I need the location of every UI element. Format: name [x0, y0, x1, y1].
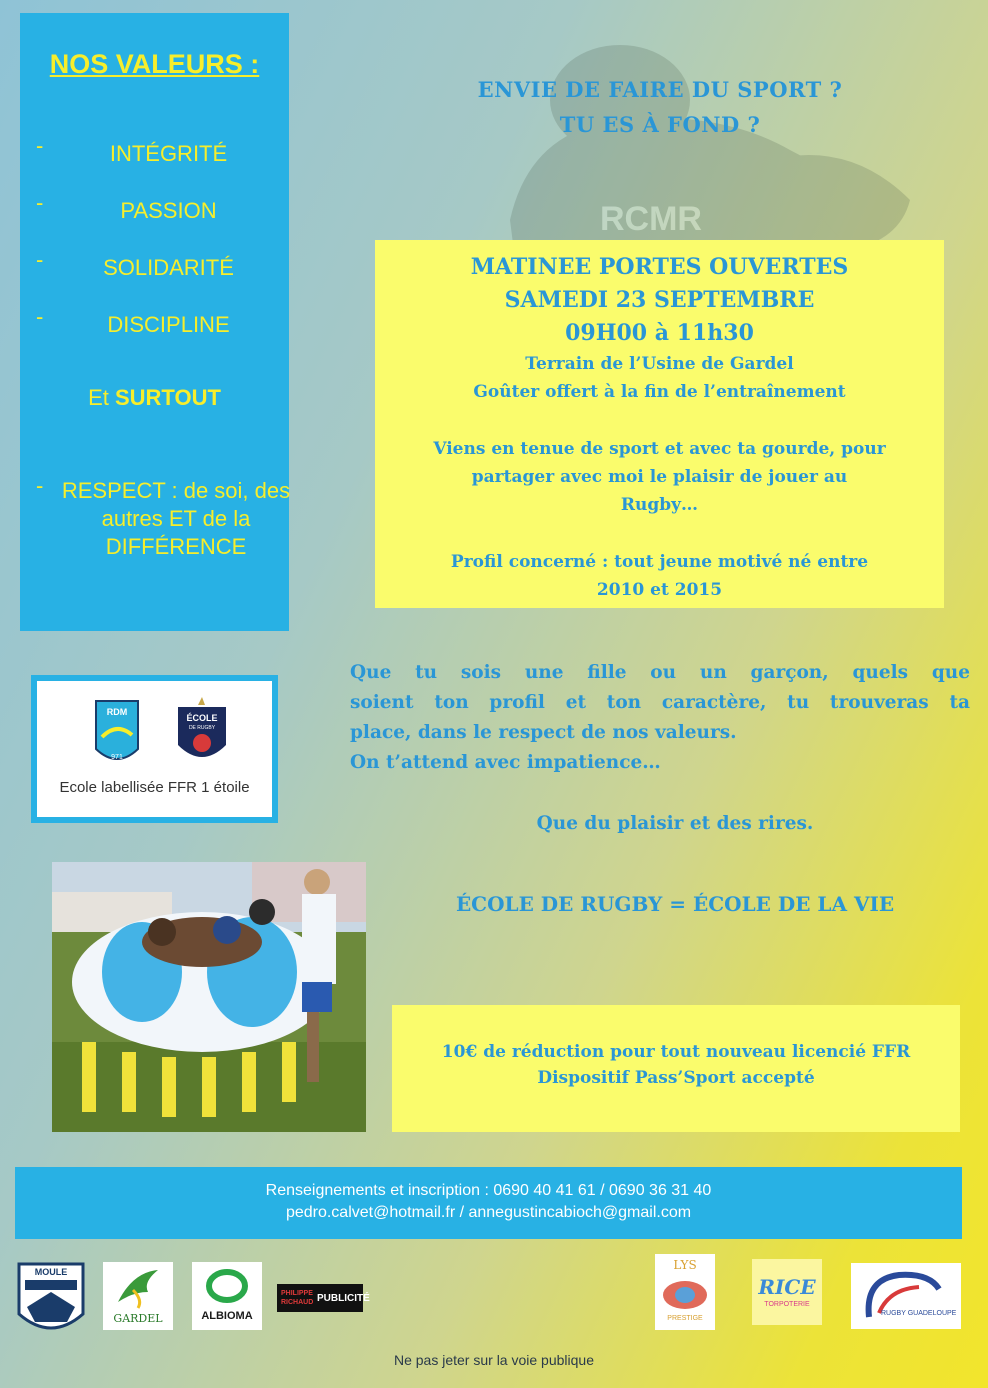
- svg-text:RICHAUD: RICHAUD: [281, 1299, 314, 1306]
- bullet-dash: -: [36, 304, 44, 329]
- lys-text: LYS: [673, 1258, 697, 1272]
- promo-box: [392, 1005, 960, 1132]
- surtout-bold: SURTOUT: [114, 385, 221, 410]
- svg-text:ÉCOLE: ÉCOLE: [186, 713, 218, 723]
- values-panel: [20, 13, 289, 631]
- value-item: [20, 133, 289, 167]
- rdm-club-logo: [92, 697, 142, 769]
- bullet-dash: -: [36, 133, 44, 158]
- moule-city-logo: [17, 1262, 85, 1340]
- headline: [380, 72, 940, 142]
- contact-emails: pedro.calvet@hotmail.fr / annegustincabioch@gmail.com: [285, 1204, 692, 1221]
- values-title: NOS VALEURS :: [49, 49, 260, 79]
- rugby-guadeloupe-mark-icon: [859, 1269, 955, 1323]
- lys-sub-text: PRESTIGE: [667, 1315, 703, 1322]
- hummingbird-icon: [103, 1262, 173, 1312]
- event-snack: Goûter offert à la fin de l’entraînement: [473, 382, 846, 402]
- rice-sub-text: TORPOTERIE: [764, 1301, 810, 1308]
- promo-line-2: Dispositif Pass’Sport accepté: [537, 1068, 815, 1088]
- rice-torpoterie-logo: [752, 1259, 822, 1325]
- value-discipline: DISCIPLINE: [107, 312, 230, 337]
- respect-value: RESPECT : de soi, des autres ET de la DIFFÉRENCE: [61, 478, 291, 559]
- svg-text:PUBLICITÉ: PUBLICITÉ: [317, 1293, 370, 1304]
- gardel-text: GARDEL: [113, 1312, 163, 1325]
- value-item: [20, 304, 289, 338]
- svg-text:RUGBY GUADELOUPE: RUGBY GUADELOUPE: [881, 1310, 957, 1317]
- value-passion: PASSION: [120, 198, 217, 223]
- event-instructions-1: Viens en tenue de sport et avec ta gourde, pour: [433, 439, 886, 459]
- event-profile-2: 2010 et 2015: [596, 580, 723, 600]
- bullet-dash: -: [36, 247, 44, 272]
- richaud-publicite-logo: [277, 1284, 370, 1312]
- svg-text:RDM: RDM: [106, 707, 128, 717]
- svg-text:DE RUGBY: DE RUGBY: [188, 725, 216, 731]
- rice-text: RICE: [758, 1275, 816, 1299]
- bullet-dash: -: [36, 473, 44, 498]
- paragraph-line-3: place, dans le respect de nos valeurs.: [350, 722, 737, 743]
- team-huddle-photo: [52, 862, 366, 1132]
- event-instructions-2: partager avec moi le plaisir de jouer au: [471, 467, 848, 487]
- slogan: ÉCOLE DE RUGBY = ÉCOLE DE LA VIE: [455, 892, 895, 916]
- globe-icon: [659, 1278, 711, 1312]
- ecole-de-rugby-logo: [174, 695, 230, 769]
- svg-text:RCMR: RCMR: [600, 200, 702, 238]
- albioma-logo: [192, 1262, 262, 1330]
- label-box: [31, 675, 278, 823]
- bullet-dash: -: [36, 190, 44, 215]
- event-date: SAMEDI 23 SEPTEMBRE: [504, 287, 815, 313]
- rugby-guadeloupe-logo: [851, 1263, 961, 1329]
- gardel-logo: [103, 1262, 173, 1330]
- headline-line-1: ENVIE DE FAIRE DU SPORT ?: [477, 77, 843, 102]
- footer-note: Ne pas jeter sur la voie publique: [393, 1352, 594, 1368]
- event-location: Terrain de l’Usine de Gardel: [525, 354, 794, 374]
- value-integrite: INTÉGRITÉ: [109, 141, 228, 166]
- surtout-prefix: Et: [88, 385, 109, 410]
- promo-line-1: 10€ de réduction pour tout nouveau licencié FFR: [441, 1042, 911, 1062]
- paragraph-line-4: On t’attend avec impatience…: [350, 752, 661, 773]
- headline-line-2: TU ES À FOND ?: [559, 112, 761, 137]
- albioma-text: ALBIOMA: [201, 1310, 253, 1322]
- event-time: 09H00 à 11h30: [565, 320, 754, 346]
- event-title: MATINEE PORTES OUVERTES: [470, 254, 849, 280]
- value-item: [20, 190, 289, 224]
- plaisir-line: Que du plaisir et des rires.: [536, 813, 814, 834]
- value-solidarite: SOLIDARITÉ: [103, 255, 234, 280]
- event-info-box: [375, 240, 944, 608]
- value-item: [20, 247, 289, 281]
- welcome-paragraph: [350, 658, 970, 778]
- event-instructions-3: Rugby…: [620, 495, 699, 515]
- contact-bar: [15, 1167, 962, 1239]
- albioma-mark-icon: [192, 1262, 262, 1306]
- event-profile-1: Profil concerné : tout jeune motivé né entre: [450, 552, 869, 572]
- contact-phones: Renseignements et inscription : 0690 40 41 61 / 0690 36 31 40: [265, 1182, 712, 1199]
- paragraph-line-1: Que tu sois une fille ou un garçon, quels que: [350, 662, 970, 683]
- svg-text:971: 971: [111, 754, 123, 761]
- svg-text:PHILIPPE: PHILIPPE: [281, 1290, 313, 1297]
- svg-text:MOULE: MOULE: [34, 1267, 68, 1277]
- lys-prestige-logo: [655, 1254, 715, 1330]
- label-text: Ecole labellisée FFR 1 étoile: [59, 779, 250, 796]
- surtout-line: [20, 385, 289, 411]
- paragraph-line-2: soient ton profil et ton caractère, tu trouveras ta: [350, 692, 970, 713]
